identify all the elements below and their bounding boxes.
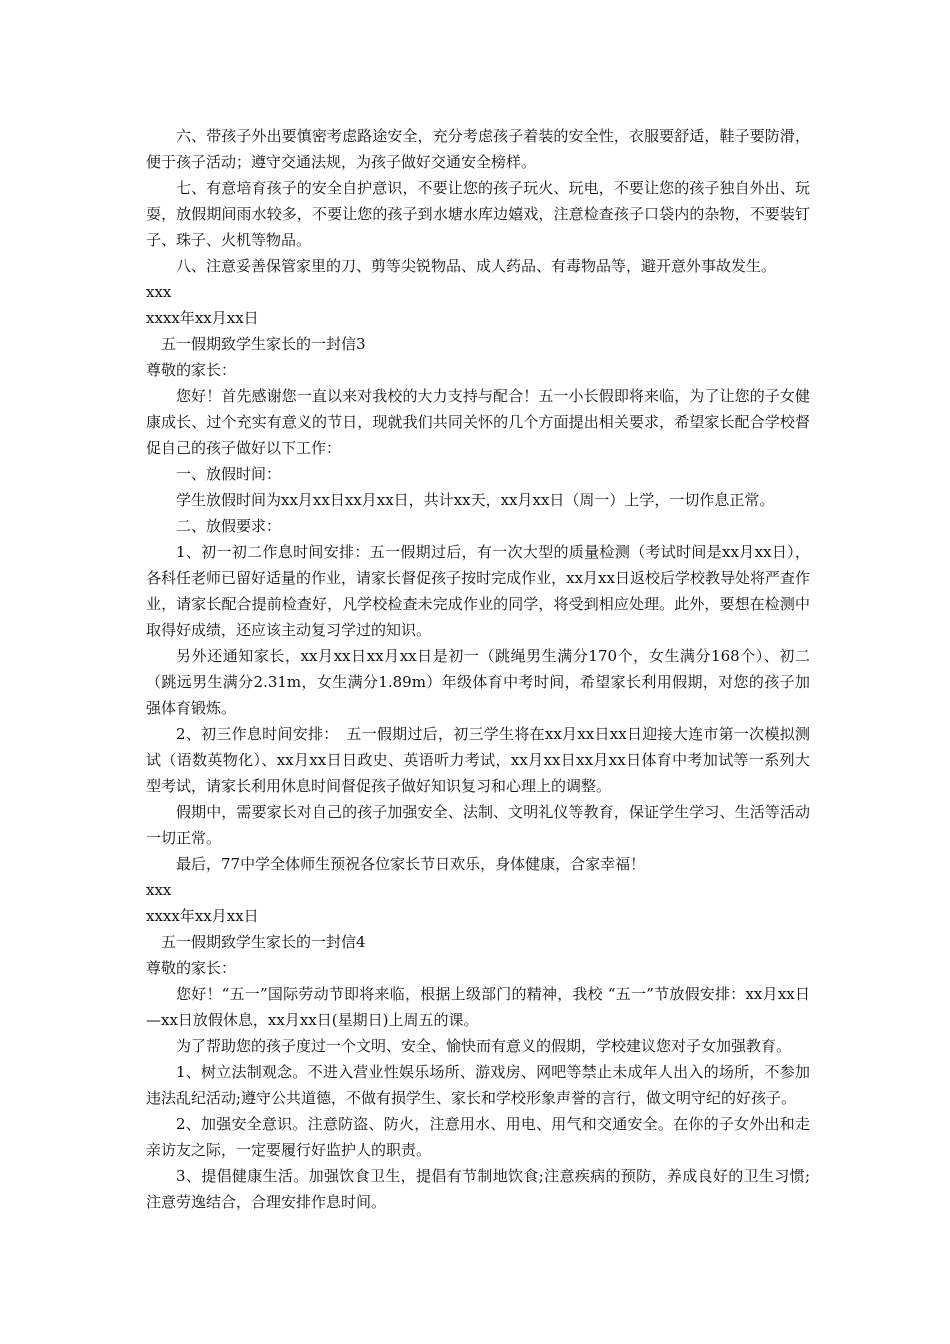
paragraph-item-seven: 七、有意培育孩子的安全自护意识，不要让您的孩子玩火、玩电，不要让您的孩子独自外出、玩耍，放假期间雨水较多，不要让您的孩子到水塘水库边嬉戏，注意检查孩子口袋内的杂物，不要装钉子、珠子、火机等物品。	[146, 179, 810, 249]
signature: xxx	[146, 283, 172, 301]
section-heading: 二、放假要求：	[176, 517, 282, 535]
paragraph-item-eight: 八、注意妥善保管家里的刀、剪等尖锐物品、成人药品、有毒物品等，避开意外事故发生。	[176, 257, 777, 275]
letter-title: 五一假期致学生家长的一封信3	[161, 335, 366, 353]
paragraph: 2、初三作息时间安排： 五一假期过后，初三学生将在xx月xx日xx日迎接大连市第一次模拟测试（语数英物化）、xx月xx日日政史、英语听力考试，xx月xx日xx月xx日体育中考加试等一系列大型考试，请家长利用休息时间督促孩子做好知识复习和心理上的调整。	[146, 725, 810, 795]
paragraph: 学生放假时间为xx月xx日xx月xx日，共计xx天，xx月xx日（周一）上学，一切作息正常。	[176, 491, 775, 509]
paragraph: 1、初一初二作息时间安排：五一假期过后，有一次大型的质量检测（考试时间是xx月xx日），各科任老师已留好适量的作业，请家长督促孩子按时完成作业，xx月xx日返校后学校教导处将严查作业，请家长配合提前检查好，凡学校检查未完成作业的同学，将受到相应处理。此外，要想在检测中取得好成绩，还应该主动复习学过的知识。	[146, 543, 810, 639]
signature: xxx	[146, 881, 172, 899]
document-page	[146, 123, 810, 1215]
salutation: 尊敬的家长：	[146, 361, 237, 379]
paragraph: 为了帮助您的孩子度过一个文明、安全、愉快而有意义的假期，学校建议您对子女加强教育。	[176, 1037, 792, 1055]
paragraph: 1、树立法制观念。不进入营业性娱乐场所、游戏房、网吧等禁止未成年人出入的场所，不参加违法乱纪活动;遵守公共道德，不做有损学生、家长和学校形象声誉的言行，做文明守纪的好孩子。	[146, 1063, 810, 1107]
paragraph: 3、提倡健康生活。加强饮食卫生，提倡有节制地饮食;注意疾病的预防，养成良好的卫生习惯;注意劳逸结合，合理安排作息时间。	[146, 1167, 810, 1211]
paragraph: 另外还通知家长，xx月xx日xx月xx日是初一（跳绳男生满分170个，女生满分168个）、初二（跳远男生满分2.31m，女生满分1.89m）年级体育中考时间，希望家长利用假期，对您的孩子加强体育锻炼。	[146, 647, 810, 717]
paragraph-item-six: 六、带孩子外出要慎密考虑路途安全，充分考虑孩子着装的安全性，衣服要舒适，鞋子要防滑，便于孩子活动；遵守交通法规，为孩子做好交通安全榜样。	[146, 127, 810, 171]
greeting-paragraph: 您好！首先感谢您一直以来对我校的大力支持与配合！五一小长假即将来临，为了让您的子女健康成长、过个充实有意义的节日，现就我们共同关怀的几个方面提出相关要求，希望家长配合学校督促自己的孩子做好以下工作：	[146, 387, 810, 457]
date-line: xxxx年xx月xx日	[146, 309, 259, 327]
letter-title: 五一假期致学生家长的一封信4	[161, 933, 366, 951]
paragraph: 假期中，需要家长对自己的孩子加强安全、法制、文明礼仪等教育，保证学生学习、生活等活动一切正常。	[146, 803, 810, 847]
date-line: xxxx年xx月xx日	[146, 907, 259, 925]
greeting-paragraph: 您好！“五一”国际劳动节即将来临，根据上级部门的精神，我校 “五一”节放假安排：xx月xx日—xx日放假休息，xx月xx日(星期日)上周五的课。	[146, 985, 810, 1029]
salutation: 尊敬的家长：	[146, 959, 237, 977]
section-heading: 一、放假时间：	[176, 465, 282, 483]
closing-paragraph: 最后，77中学全体师生预祝各位家长节日欢乐，身体健康，合家幸福！	[176, 855, 646, 873]
paragraph: 2、加强安全意识。注意防盗、防火，注意用水、用电、用气和交通安全。在你的子女外出和走亲访友之际，一定要履行好监护人的职责。	[146, 1115, 810, 1159]
